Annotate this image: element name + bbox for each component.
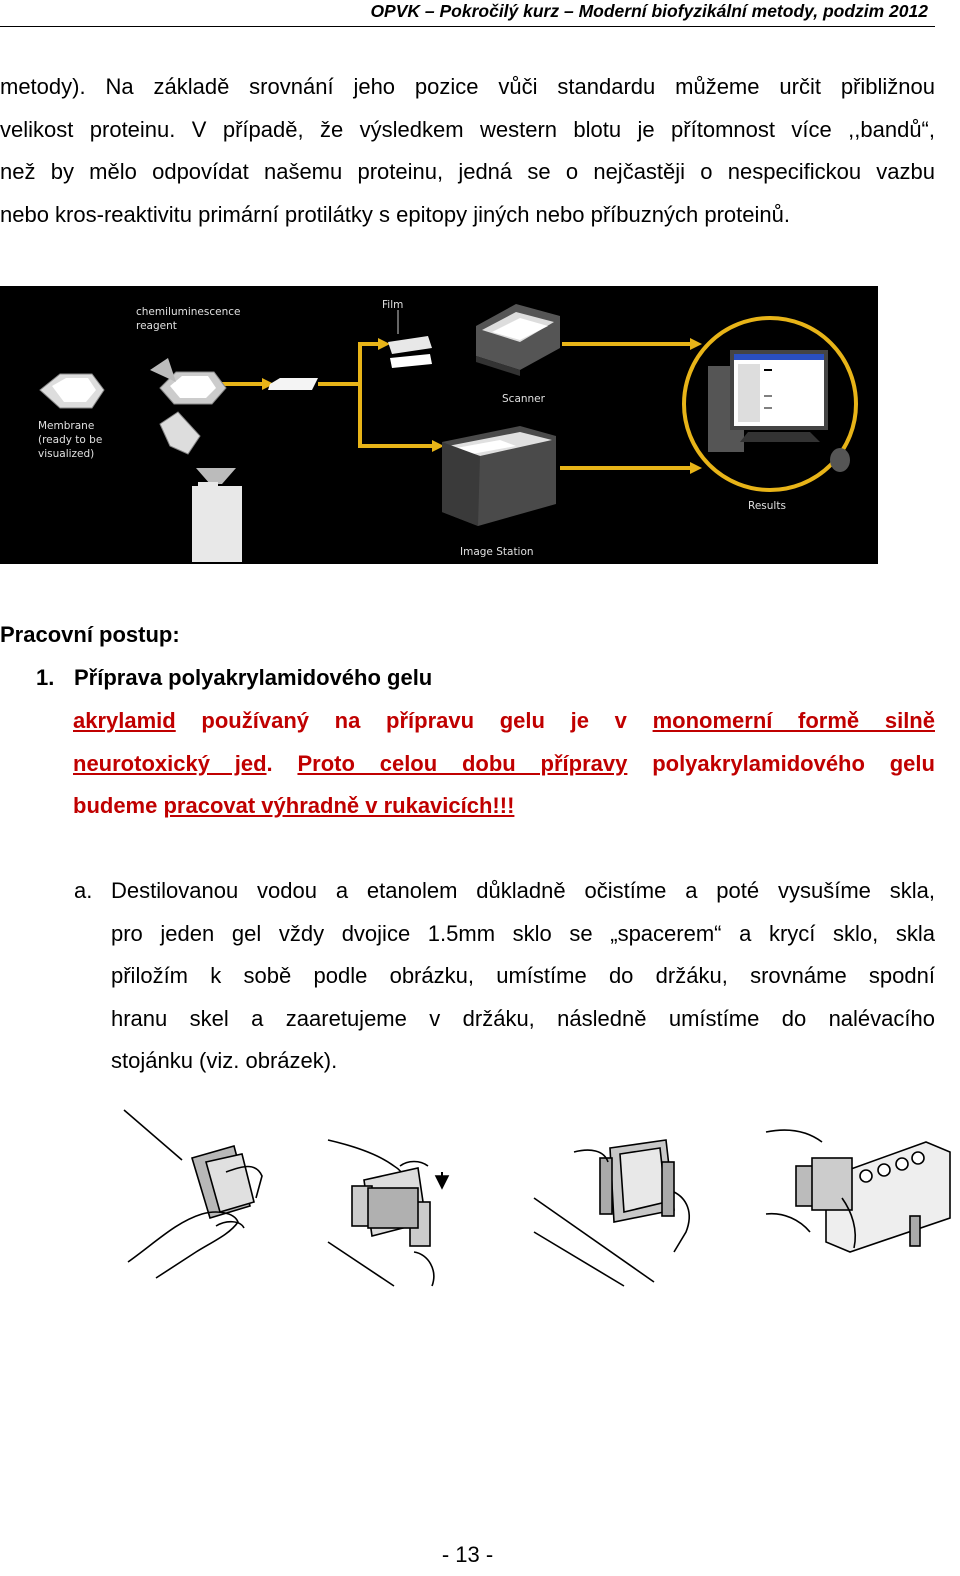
- membrane-label-2: (ready to be: [38, 434, 103, 446]
- intro-line: nebo kros-reaktivitu primární protilátky s epitopy jiných nebo příbuzných proteinů.: [0, 201, 790, 227]
- substep-line: stojánku (viz. obrázek).: [111, 1048, 338, 1073]
- warning-gloves: pracovat výhradně v rukavicích!!!: [163, 793, 515, 818]
- substep-line: pro jeden gel vždy dvojice 1.5mm sklo se „spacerem“ a krycí sklo, skla: [111, 920, 935, 946]
- intro-line: než by mělo odpovídat našemu proteinu, jedná se o nejčastěji o nespecifickou vazbu: [0, 159, 935, 184]
- membrane-label: Membrane: [38, 420, 95, 432]
- warning-neurotoxic: neurotoxický jed: [73, 750, 267, 776]
- glass-plates-illustration: [124, 1110, 262, 1278]
- western-blot-detection-figure: [0, 286, 878, 564]
- substep-text: [111, 870, 935, 1083]
- safety-warning: akrylamid používaný na přípravu gelu je v monomerní formě silně neurotoxický jed. Proto celou dobu přípravy polyakrylamidového gelu budeme pracovat výhradně v rukavicích!!!: [73, 708, 935, 818]
- gel-casting-illustrations: [116, 1102, 956, 1292]
- header-rule: [0, 26, 935, 27]
- alignment-illustration: [534, 1140, 689, 1286]
- page-number: - 13 -: [441, 1542, 494, 1567]
- step-number: 1.: [36, 665, 55, 690]
- film-label: Film: [382, 299, 404, 311]
- substep-letter: a.: [74, 878, 93, 903]
- running-header: OPVK – Pokročilý kurz – Moderní biofyzikální metody, podzim 2012: [370, 1, 928, 21]
- casting-stand-illustration: [766, 1130, 950, 1252]
- warning-monomer: monomerní formě silně: [652, 708, 935, 733]
- reagent-label: reagent: [136, 320, 177, 332]
- plates-holder-illustration: [328, 1140, 448, 1286]
- intro-paragraph: [0, 66, 935, 236]
- warning-whole-time: Proto celou dobu přípravy: [297, 750, 628, 776]
- results-label: Results: [748, 500, 786, 512]
- intro-line: metody). Na základě srovnání jeho pozice vůči standardu můžeme určit přibližnou: [0, 74, 935, 99]
- scanner-label: Scanner: [502, 393, 545, 405]
- membrane-label-3: visualized): [38, 448, 95, 460]
- substep-line: hranu skel a zaaretujeme v držáku, následně umístíme do nalévacího: [111, 1005, 935, 1031]
- procedure-heading: Pracovní postup:: [0, 622, 180, 647]
- substep-line: přiložím k sobě podle obrázku, umístíme do držáku, srovnáme spodní: [111, 963, 935, 988]
- step-title: Příprava polyakrylamidového gelu: [74, 665, 433, 690]
- image-station-label: Image Station: [460, 546, 534, 558]
- substep-line: Destilovanou vodou a etanolem důkladně očistíme a poté vysušíme skla,: [111, 878, 935, 903]
- intro-line: velikost proteinu. V případě, že výsledkem western blotu je přítomnost více ,,bandů“,: [0, 116, 935, 142]
- chemiluminescence-label: chemiluminescence: [136, 306, 241, 318]
- warning-acrylamide: akrylamid: [73, 708, 176, 733]
